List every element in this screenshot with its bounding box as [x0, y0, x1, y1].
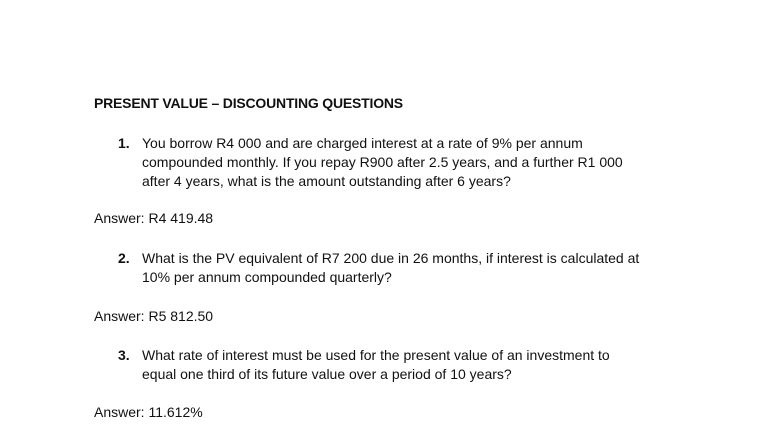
question-text	[142, 249, 702, 287]
answer-2: Answer: R5 812.50	[94, 308, 214, 324]
question-number: 1.	[118, 135, 130, 151]
question-text	[142, 134, 702, 191]
question-3	[118, 346, 698, 386]
answer-3: Answer: 11.612%	[94, 404, 203, 420]
question-number: 2.	[118, 250, 130, 266]
question-text	[142, 346, 702, 384]
answer-1: Answer: R4 419.48	[94, 210, 214, 226]
question-2	[118, 249, 698, 289]
question-line: equal one third of its future value over a period of 10 years?	[142, 366, 512, 382]
question-line: after 4 years, what is the amount outstanding after 6 years?	[142, 173, 511, 189]
question-line: What rate of interest must be used for the present value of an investment to	[142, 347, 610, 363]
question-line: You borrow R4 000 and are charged interest at a rate of 9% per annum	[142, 135, 583, 151]
question-1	[118, 134, 698, 194]
question-line: 10% per annum compounded quarterly?	[142, 269, 392, 285]
question-number: 3.	[118, 347, 130, 363]
page-title: PRESENT VALUE – DISCOUNTING QUESTIONS	[94, 95, 403, 111]
question-line: compounded monthly. If you repay R900 after 2.5 years, and a further R1 000	[142, 154, 623, 170]
question-line: What is the PV equivalent of R7 200 due in 26 months, if interest is calculated at	[142, 250, 640, 266]
